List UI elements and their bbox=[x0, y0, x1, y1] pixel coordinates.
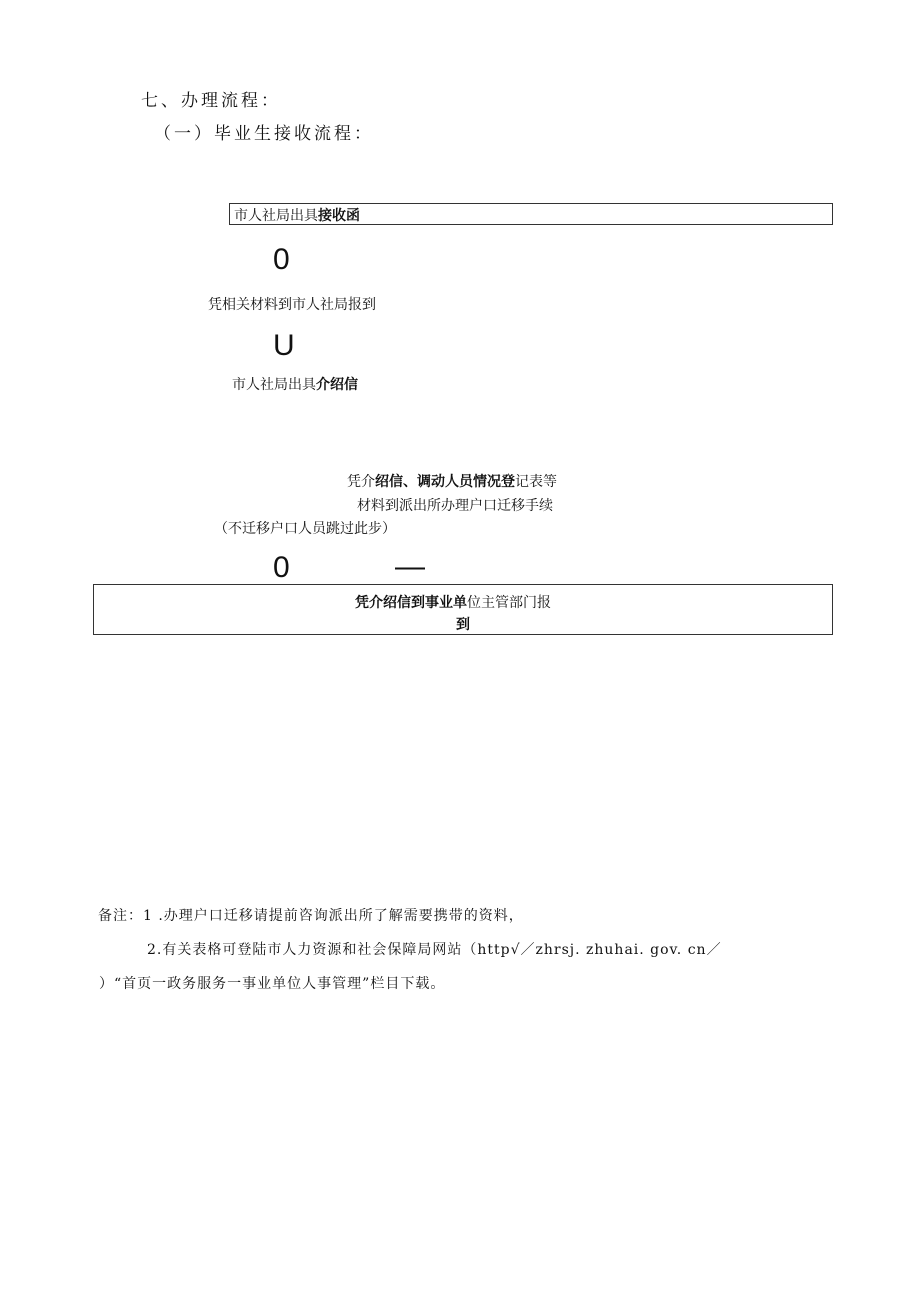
step5-line1-b: 位主管部门报 bbox=[467, 595, 551, 611]
step1-text-a: 市人社局出具 bbox=[234, 208, 318, 224]
step5-line1-a: 凭介绍信到事业单 bbox=[355, 595, 467, 611]
flow-arrow-2: U bbox=[273, 329, 295, 362]
step4-line1-c: 记表等 bbox=[515, 474, 557, 490]
step3-text-b: 介绍信 bbox=[316, 377, 358, 393]
step5-line1 bbox=[355, 592, 551, 612]
step1-text bbox=[234, 205, 360, 225]
step-box-report-to-department bbox=[93, 584, 833, 635]
remark-line-1: 备注：1 .办理户口迁移请提前咨询派出所了解需要携带的资料， bbox=[98, 908, 524, 924]
section-heading: 七、办理流程： bbox=[141, 91, 281, 111]
subsection-heading: （一）毕业生接收流程： bbox=[154, 124, 374, 144]
step4-line1-b: 绍信、调动人员情况登 bbox=[375, 474, 515, 490]
step4-line2: 材料到派出所办理户口迁移手续 bbox=[357, 498, 553, 514]
step-box-acceptance-letter bbox=[229, 203, 833, 225]
step4-line1-a: 凭介 bbox=[347, 474, 375, 490]
step1-text-b: 接收函 bbox=[318, 208, 360, 224]
remark-line-3: ）“首页一政务服务一事业单位人事管理”栏目下载。 bbox=[99, 976, 446, 992]
step3-text-a: 市人社局出具 bbox=[232, 377, 316, 393]
flow-arrow-1: 0 bbox=[273, 243, 290, 276]
step4-line1 bbox=[347, 471, 557, 491]
flow-dash: — bbox=[395, 550, 425, 583]
step5-line2: 到 bbox=[456, 617, 470, 633]
step3-text bbox=[232, 374, 358, 394]
flow-arrow-3: 0 bbox=[273, 551, 290, 584]
step4-note: （不迁移户口人员跳过此步） bbox=[214, 521, 396, 537]
remark-line-2: 2.有关表格可登陆市人力资源和社会保障局网站（http√／zhrsj. zhuhai. gov. cn／ bbox=[147, 942, 722, 958]
step2-text: 凭相关材料到市人社局报到 bbox=[208, 297, 376, 313]
